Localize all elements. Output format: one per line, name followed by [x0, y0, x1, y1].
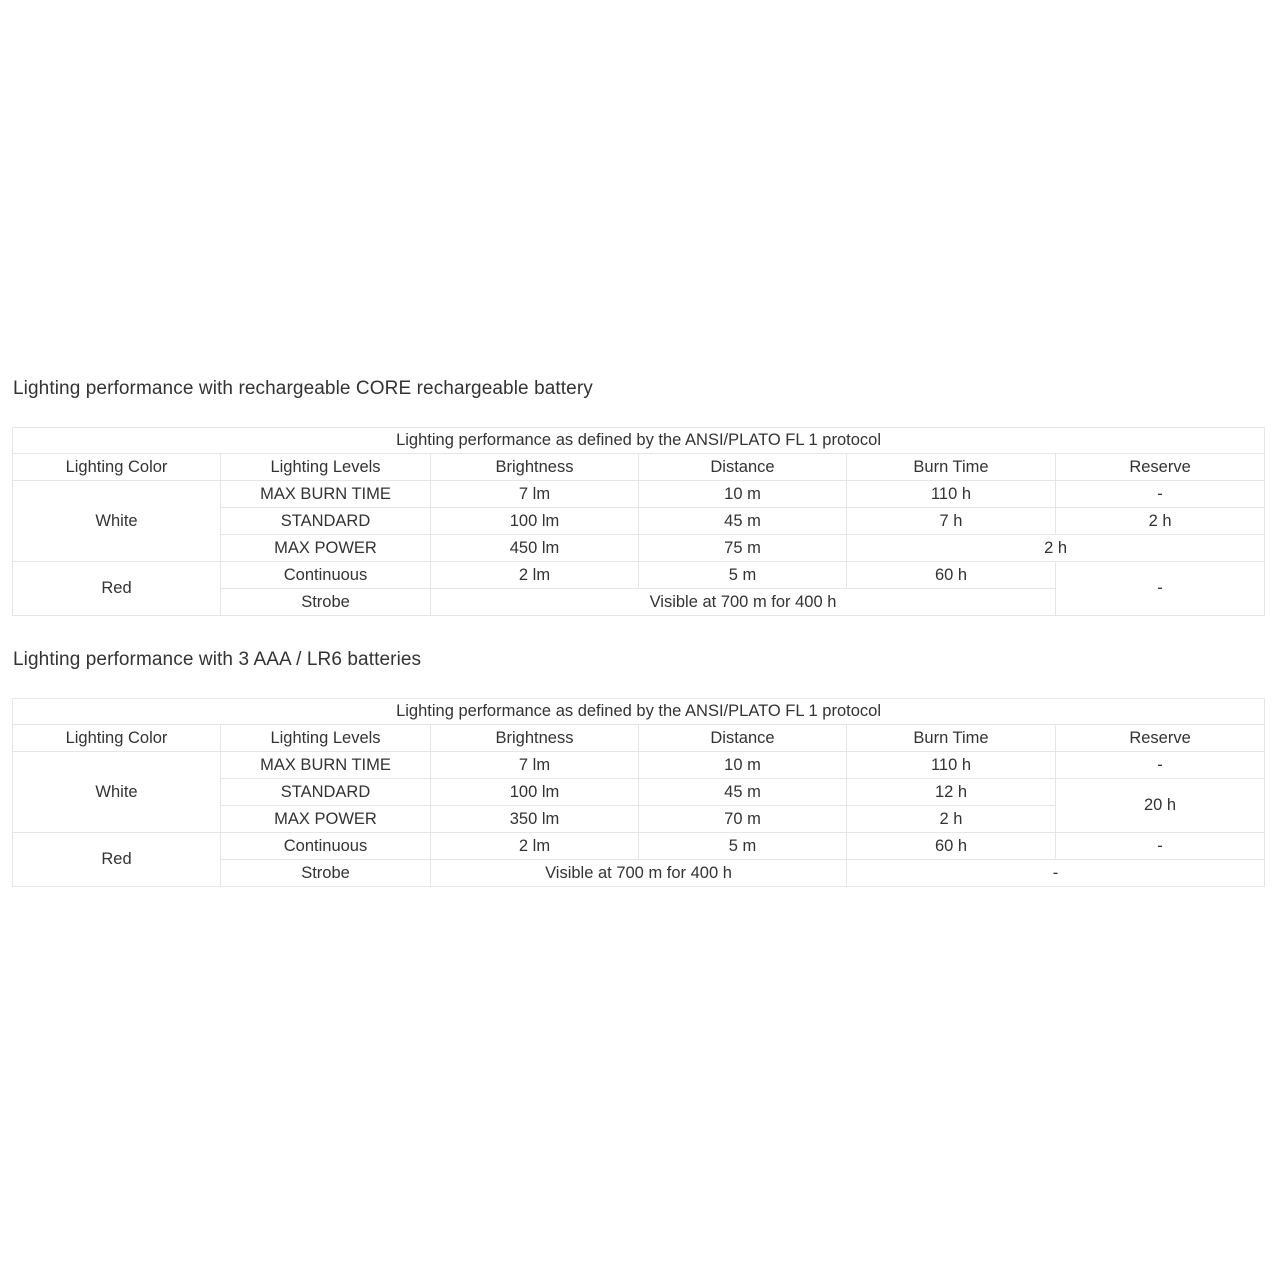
level-cell: STANDARD: [221, 508, 431, 535]
brightness-cell: 7 lm: [431, 752, 639, 779]
table-row: [13, 833, 1265, 860]
table-row: [13, 481, 1265, 508]
level-cell: MAX BURN TIME: [221, 481, 431, 508]
level-cell: Strobe: [221, 860, 431, 887]
brightness-cell: 100 lm: [431, 508, 639, 535]
distance-cell: 45 m: [639, 508, 847, 535]
section-title-aaa-batteries: Lighting performance with 3 AAA / LR6 batteries: [13, 649, 422, 670]
burn-reserve-cell: -: [847, 860, 1265, 887]
brightness-cell: 2 lm: [431, 562, 639, 589]
level-cell: Continuous: [221, 833, 431, 860]
brightness-cell: 100 lm: [431, 779, 639, 806]
color-cell-red: Red: [13, 562, 221, 616]
level-cell: MAX POWER: [221, 806, 431, 833]
level-cell: MAX POWER: [221, 535, 431, 562]
performance-table-aaa-batteries: [12, 698, 1265, 887]
color-cell-red: Red: [13, 833, 221, 887]
column-header: Lighting Color: [13, 454, 221, 481]
brightness-cell: 450 lm: [431, 535, 639, 562]
burn-time-cell: 60 h: [847, 833, 1056, 860]
protocol-caption: Lighting performance as defined by the ANSI/PLATO FL 1 protocol: [13, 699, 1265, 725]
column-header: Brightness: [431, 454, 639, 481]
burn-time-cell: 2 h: [847, 806, 1056, 833]
burn-time-cell: 12 h: [847, 779, 1056, 806]
reserve-cell: 2 h: [1056, 508, 1265, 535]
table-row: [13, 699, 1265, 725]
reserve-cell: -: [1056, 562, 1265, 616]
brightness-cell: 7 lm: [431, 481, 639, 508]
column-header: Lighting Color: [13, 725, 221, 752]
burn-time-cell: 110 h: [847, 481, 1056, 508]
reserve-cell: 20 h: [1056, 779, 1265, 833]
header-row: [13, 725, 1265, 752]
visibility-cell: Visible at 700 m for 400 h: [431, 860, 847, 887]
column-header: Reserve: [1056, 454, 1265, 481]
color-cell-white: White: [13, 481, 221, 562]
column-header: Lighting Levels: [221, 454, 431, 481]
distance-cell: 70 m: [639, 806, 847, 833]
distance-cell: 75 m: [639, 535, 847, 562]
header-row: [13, 454, 1265, 481]
brightness-cell: 350 lm: [431, 806, 639, 833]
distance-cell: 45 m: [639, 779, 847, 806]
column-header: Brightness: [431, 725, 639, 752]
burn-time-cell: 60 h: [847, 562, 1056, 589]
distance-cell: 5 m: [639, 562, 847, 589]
distance-cell: 10 m: [639, 752, 847, 779]
brightness-cell: 2 lm: [431, 833, 639, 860]
level-cell: MAX BURN TIME: [221, 752, 431, 779]
column-header: Distance: [639, 454, 847, 481]
column-header: Burn Time: [847, 454, 1056, 481]
column-header: Distance: [639, 725, 847, 752]
burn-time-cell: 7 h: [847, 508, 1056, 535]
level-cell: Continuous: [221, 562, 431, 589]
performance-table-core-battery: [12, 427, 1265, 616]
protocol-caption: Lighting performance as defined by the ANSI/PLATO FL 1 protocol: [13, 428, 1265, 454]
table-row: [13, 752, 1265, 779]
section-title-core-battery: Lighting performance with rechargeable CORE rechargeable battery: [13, 378, 593, 399]
level-cell: STANDARD: [221, 779, 431, 806]
level-cell: Strobe: [221, 589, 431, 616]
burn-time-cell: 110 h: [847, 752, 1056, 779]
table-row: [13, 562, 1265, 589]
table-row: [13, 428, 1265, 454]
distance-cell: 5 m: [639, 833, 847, 860]
column-header: Burn Time: [847, 725, 1056, 752]
visibility-cell: Visible at 700 m for 400 h: [431, 589, 1056, 616]
column-header: Lighting Levels: [221, 725, 431, 752]
distance-cell: 10 m: [639, 481, 847, 508]
burn-reserve-cell: 2 h: [847, 535, 1265, 562]
reserve-cell: -: [1056, 752, 1265, 779]
column-header: Reserve: [1056, 725, 1265, 752]
color-cell-white: White: [13, 752, 221, 833]
reserve-cell: -: [1056, 481, 1265, 508]
reserve-cell: -: [1056, 833, 1265, 860]
